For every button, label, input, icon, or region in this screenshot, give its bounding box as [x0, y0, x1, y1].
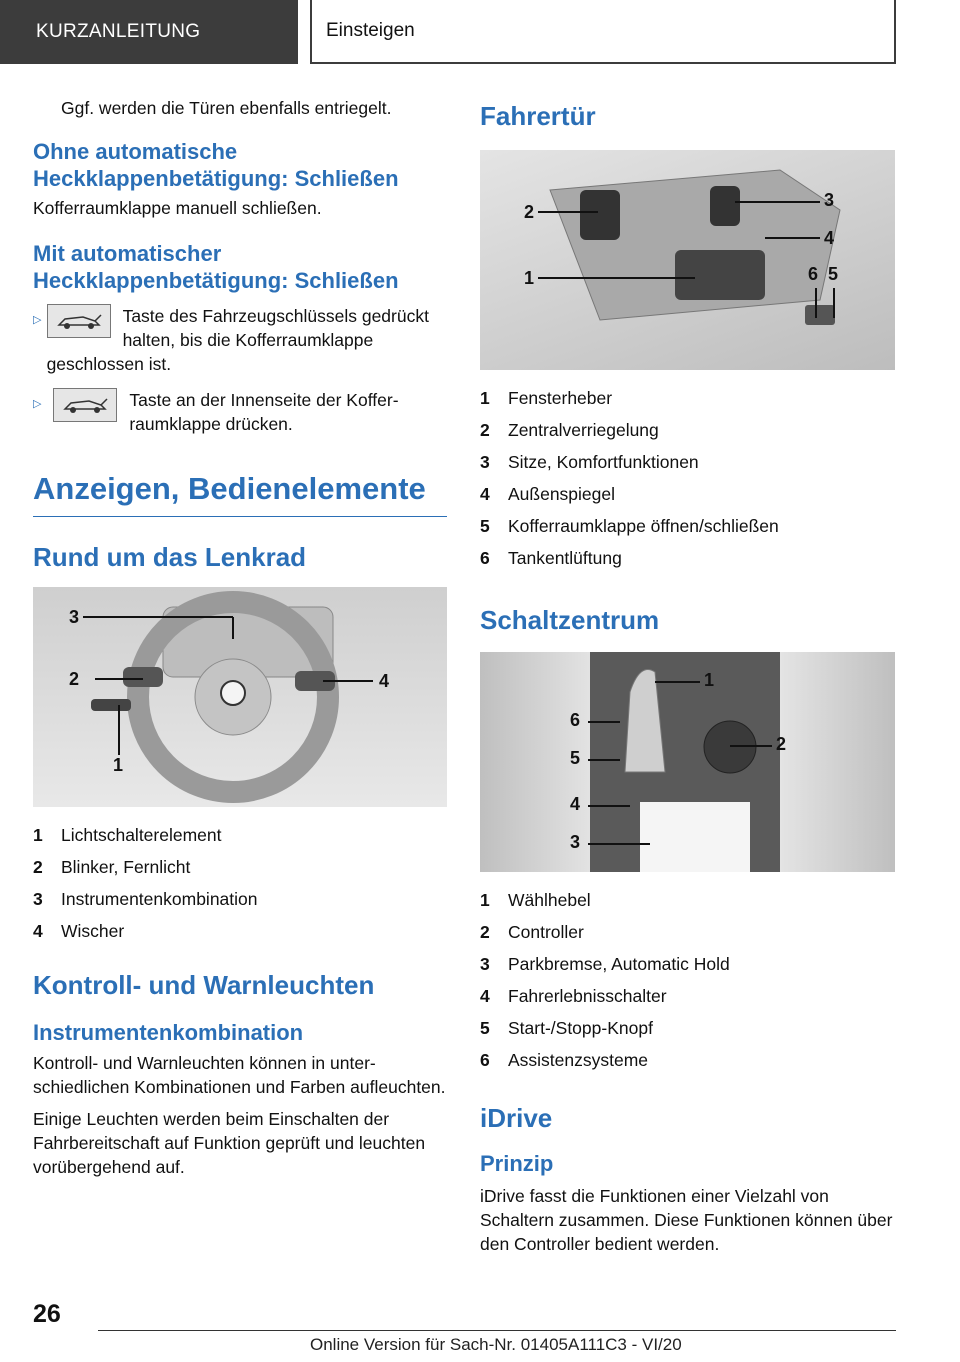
- callout-number: 1: [524, 268, 535, 288]
- list-item: [480, 948, 895, 980]
- tailgate-key-icon: [53, 388, 117, 422]
- item-label: Zentralverriegelung: [508, 420, 659, 440]
- section-label: KURZANLEITUNG: [36, 21, 201, 42]
- console-photo: [480, 652, 895, 872]
- item-number: 6: [480, 1050, 490, 1070]
- heading-principle: Prinzip: [480, 1151, 554, 1176]
- callout-number: 5: [570, 748, 581, 768]
- footer-divider: [98, 1330, 896, 1331]
- list-item: [480, 916, 895, 948]
- list-item: [480, 510, 895, 542]
- item-number: 2: [33, 857, 43, 877]
- list-item: [480, 884, 895, 916]
- item-label: Start-/Stopp-Knopf: [508, 1018, 653, 1038]
- heading-manual-close: Ohne automatische Heckklappenbetätigung: Schließen: [33, 139, 399, 191]
- steering-wheel-legend: [33, 819, 447, 947]
- bullet-text: Taste des Fahrzeugschlüssels gedrückt halten, bis die Kofferraumklappe geschlossen ist.: [46, 306, 429, 374]
- item-number: 3: [480, 954, 490, 974]
- driver-door-legend: [480, 382, 895, 574]
- bullet-text: Taste an der Innenseite der Kofferraumklappe drücken.: [129, 390, 399, 434]
- item-label: Tankentlüftung: [508, 548, 622, 568]
- heading-main: Anzeigen, Bedienelemente: [33, 470, 447, 517]
- list-item: [33, 851, 447, 883]
- list-item: [480, 414, 895, 446]
- chapter-label: Einsteigen: [326, 20, 415, 41]
- chapter-tab: [310, 0, 896, 64]
- item-label: Instrumentenkombination: [61, 889, 258, 909]
- item-number: 4: [480, 986, 490, 1006]
- page-number: 26: [33, 1300, 61, 1328]
- steering-wheel-photo: [33, 587, 447, 807]
- heading-console: Schaltzentrum: [480, 605, 660, 635]
- item-number: 6: [480, 548, 490, 568]
- item-number: 5: [480, 516, 490, 536]
- list-item: [33, 819, 447, 851]
- item-label: Kofferraumklappe öffnen/schließen: [508, 516, 779, 536]
- instrument-text-2: Einige Leuchten werden beim Einschalten der Fahrbereitschaft auf Funktion geprüft und leuchten vorübergehend auf.: [33, 1109, 426, 1177]
- principle-text: iDrive fasst die Funktionen einer Vielzahl von Schaltern zusammen. Diese Funktionen können über den Controller bedient werden.: [480, 1186, 893, 1254]
- heading-auto-close: Mit automatischer Heckklappenbetätigung: Schließen: [33, 241, 399, 293]
- callout-number: 4: [570, 794, 581, 814]
- item-number: 1: [480, 388, 490, 408]
- item-label: Fensterheber: [508, 388, 613, 408]
- console-legend: [480, 884, 895, 1076]
- tailgate-key-icon: [47, 304, 111, 338]
- list-item: [480, 542, 895, 574]
- item-number: 1: [480, 890, 490, 910]
- item-label: Fahrerlebnisschalter: [508, 986, 667, 1006]
- item-label: Außenspiegel: [508, 484, 616, 504]
- callout-number: 3: [824, 190, 835, 210]
- section-tab: [0, 0, 298, 64]
- item-label: Wählhebel: [508, 890, 591, 910]
- item-label: Parkbremse, Automatic Hold: [508, 954, 730, 974]
- list-item: [33, 915, 447, 947]
- instrument-text-1: Kontroll- und Warnleuchten können in unterschiedlichen Kombinationen und Farben aufleuchten.: [33, 1053, 446, 1097]
- item-label: Assistenzsysteme: [508, 1050, 649, 1070]
- list-item: [33, 304, 447, 376]
- list-item: [480, 478, 895, 510]
- item-number: 1: [33, 825, 43, 845]
- callout-number: 1: [704, 670, 715, 690]
- list-item: [480, 1044, 895, 1076]
- callout-number: 3: [69, 607, 80, 627]
- callout-number: 4: [824, 228, 835, 248]
- triangle-bullet-icon: ▷: [33, 398, 42, 410]
- callout-number: 2: [524, 202, 535, 222]
- manual-close-text: Kofferraumklappe manuell schließen.: [33, 198, 322, 218]
- callout-number: 6: [808, 264, 819, 284]
- heading-instrument-cluster: Instrumentenkombination: [33, 1020, 304, 1045]
- heading-warning-lights: Kontroll- und Warnleuchten: [33, 970, 375, 1000]
- heading-idrive: iDrive: [480, 1103, 553, 1133]
- list-item: [480, 446, 895, 478]
- item-label: Sitze, Komfortfunktionen: [508, 452, 699, 472]
- heading-steering-wheel: Rund um das Lenkrad: [33, 542, 307, 572]
- item-number: 2: [480, 922, 490, 942]
- list-item: [480, 980, 895, 1012]
- item-number: 3: [33, 889, 43, 909]
- triangle-bullet-icon: ▷: [33, 314, 42, 326]
- callout-number: 2: [69, 669, 80, 689]
- item-number: 2: [480, 420, 490, 440]
- callout-number: 4: [379, 671, 390, 691]
- driver-door-photo: [480, 150, 895, 370]
- item-label: Wischer: [61, 921, 125, 941]
- item-label: Lichtschalterelement: [61, 825, 222, 845]
- callout-number: 5: [828, 264, 839, 284]
- item-label: Controller: [508, 922, 584, 942]
- intro-text: Ggf. werden die Türen ebenfalls entriegelt.: [61, 98, 392, 118]
- item-label: Blinker, Fernlicht: [61, 857, 191, 877]
- item-number: 5: [480, 1018, 490, 1038]
- list-item: [33, 388, 447, 436]
- list-item: [480, 1012, 895, 1044]
- callout-number: 1: [113, 755, 124, 775]
- item-number: 4: [33, 921, 43, 941]
- item-number: 3: [480, 452, 490, 472]
- callout-number: 6: [570, 710, 581, 730]
- right-column: [480, 100, 895, 1256]
- footer-text: Online Version für Sach-Nr. 01405A111C3 - VI/20: [310, 1335, 682, 1354]
- left-column: [33, 96, 447, 1179]
- callout-number: 3: [570, 832, 581, 852]
- callout-number: 2: [776, 734, 787, 754]
- list-item: [480, 382, 895, 414]
- item-number: 4: [480, 484, 490, 504]
- heading-driver-door: Fahrertür: [480, 101, 596, 131]
- list-item: [33, 883, 447, 915]
